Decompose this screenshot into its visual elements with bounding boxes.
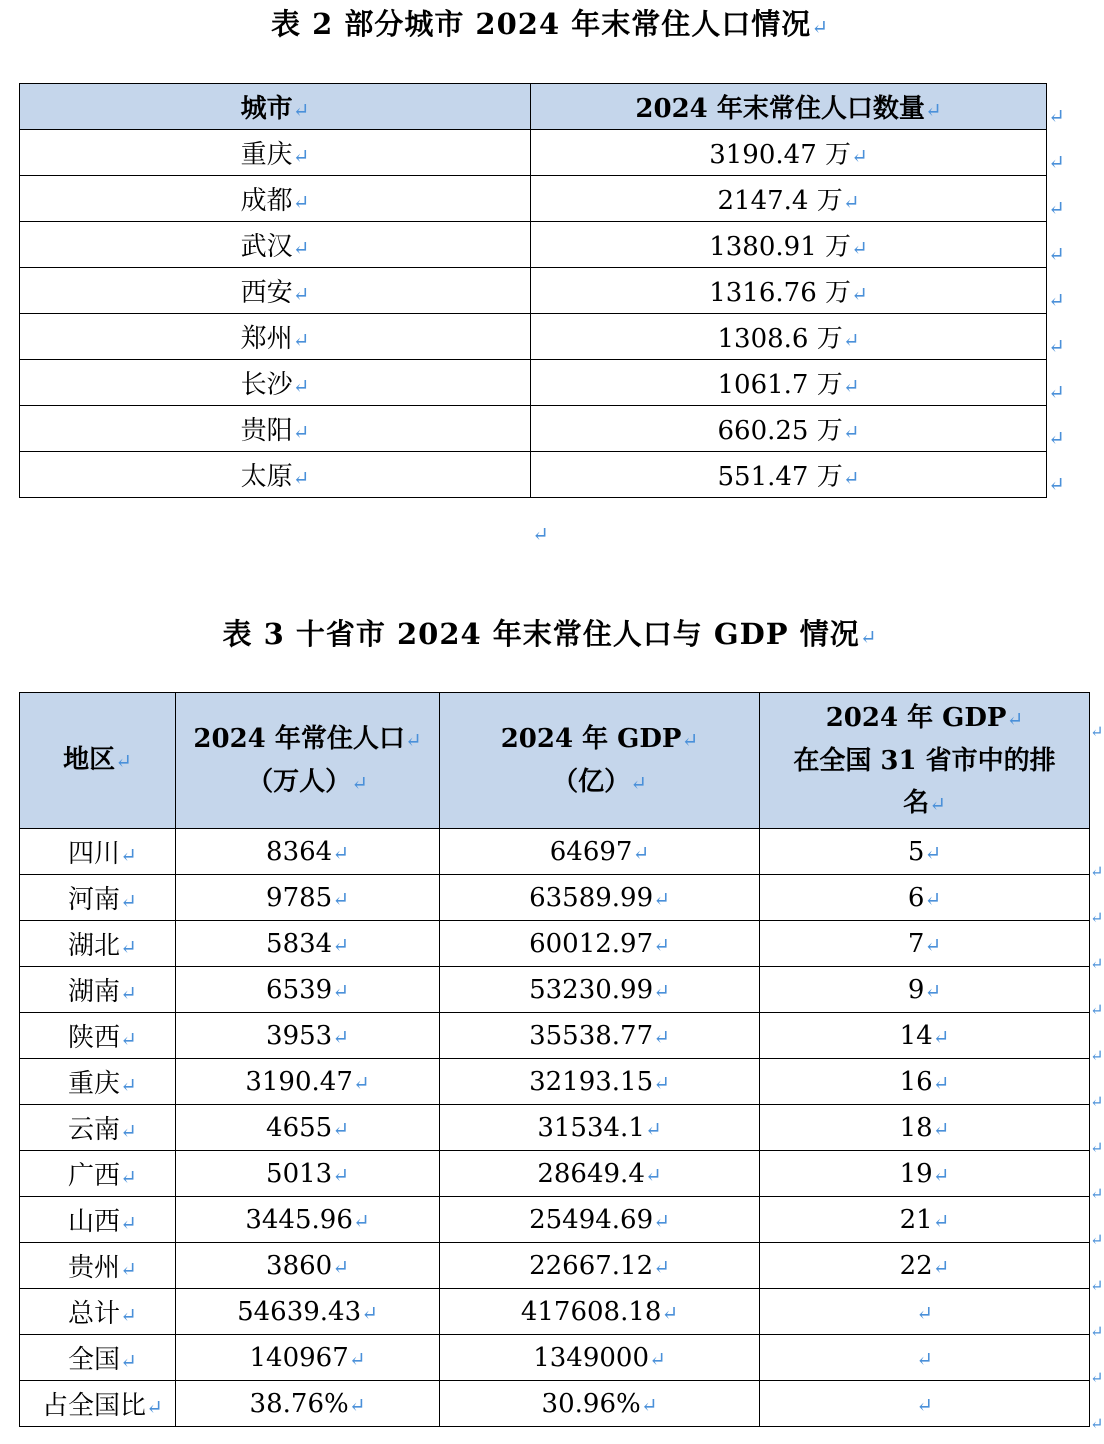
table3-gdp-cell — [440, 1289, 760, 1335]
table2-city-cell — [20, 452, 531, 498]
table2-city-cell — [20, 360, 531, 406]
paragraph-mark-icon: ↵ — [120, 1349, 137, 1373]
table3-gdp-cell-text: 32193.15 — [529, 1066, 654, 1097]
paragraph-mark-icon: ↵ — [292, 374, 310, 398]
paragraph-mark-icon: ↵ — [1090, 722, 1104, 741]
paragraph-mark-icon: ↵ — [352, 1070, 370, 1095]
table3-gdp-cell — [440, 1105, 760, 1151]
paragraph-mark-icon: ↵ — [332, 840, 349, 865]
paragraph-mark-icon: ↵ — [292, 144, 310, 168]
paragraph-mark-icon: ↵ — [120, 1165, 137, 1189]
table2-row — [20, 222, 1047, 268]
table3-region-cell — [20, 1381, 176, 1427]
table2-population-cell — [531, 222, 1047, 268]
table3-region-cell-text: 四川 — [68, 839, 121, 869]
table3-population-cell-text: 3953 — [266, 1020, 333, 1051]
table3-row — [20, 967, 1090, 1013]
table2-city-cell — [20, 222, 531, 268]
table3-rank-cell-text: 21 — [899, 1204, 933, 1235]
table3-gdp-cell-text: 64697 — [549, 836, 633, 867]
paragraph-mark-icon: ↵ — [1090, 1276, 1104, 1295]
table3-population-cell-text: 9785 — [266, 882, 333, 913]
table3-region-cell — [20, 1243, 176, 1289]
paragraph-mark-icon: ↵ — [120, 1073, 137, 1097]
table3-row — [20, 1013, 1090, 1059]
paragraph-mark-icon: ↵ — [120, 1303, 137, 1327]
table2-population-cell-text: 551.47 万 — [717, 462, 843, 492]
paragraph-mark-icon: ↵ — [1090, 1138, 1104, 1157]
paragraph-mark-icon: ↵ — [1048, 104, 1065, 128]
table3-region-cell-text: 云南 — [68, 1115, 121, 1145]
paragraph-mark-icon: ↵ — [851, 144, 868, 168]
paragraph-mark-icon: ↵ — [1006, 706, 1024, 731]
table2-row — [20, 406, 1047, 452]
table3-header-population-line2: （万人） — [247, 766, 352, 797]
table2-header-city-label: 城市 — [240, 94, 293, 124]
paragraph-mark-icon: ↵ — [1090, 1368, 1104, 1387]
paragraph-mark-icon: ↵ — [1048, 196, 1065, 220]
table3-rank-cell-text: 9 — [907, 974, 925, 1005]
table2-city-cell — [20, 406, 531, 452]
table3-population-cell-text: 6539 — [266, 974, 333, 1005]
paragraph-mark-icon: ↵ — [120, 889, 137, 913]
paragraph-mark-icon: ↵ — [404, 727, 422, 752]
table3-gdp-cell-text: 22667.12 — [529, 1250, 654, 1281]
table3-gdp-cell — [440, 1013, 760, 1059]
paragraph-mark-icon: ↵ — [348, 1346, 366, 1371]
paragraph-mark-icon: ↵ — [924, 840, 942, 865]
table3-gdp-cell — [440, 1151, 760, 1197]
table2-population-cell-text: 1316.76 万 — [709, 278, 852, 308]
table3-population-cell — [176, 1059, 440, 1105]
table2-title — [0, 2, 1100, 43]
table3-rank-cell — [760, 1105, 1090, 1151]
table2-header-population-label: 2024 年末常住人口数量 — [635, 94, 925, 124]
table3-rank-cell — [760, 1197, 1090, 1243]
paragraph-mark-icon: ↵ — [351, 770, 368, 795]
paragraph-mark-icon: ↵ — [842, 420, 860, 444]
table3-gdp-cell-text: 60012.97 — [529, 928, 654, 959]
table2-city-cell-text: 长沙 — [240, 370, 293, 400]
table3-gdp-cell — [440, 875, 760, 921]
table3-population-cell — [176, 1381, 440, 1427]
table3-gdp-cell-text: 30.96% — [541, 1388, 641, 1419]
paragraph-mark-icon: ↵ — [924, 886, 942, 911]
table2-city-cell-text: 太原 — [240, 462, 293, 492]
paragraph-mark-icon: ↵ — [332, 978, 349, 1003]
paragraph-mark-icon: ↵ — [842, 466, 860, 490]
paragraph-mark-icon: ↵ — [653, 1208, 670, 1233]
table3-gdp-cell — [440, 1335, 760, 1381]
table3-region-cell — [20, 1197, 176, 1243]
paragraph-mark-icon: ↵ — [932, 1208, 950, 1233]
table3-gdp-cell-text: 417608.18 — [520, 1296, 662, 1327]
paragraph-mark-icon: ↵ — [292, 236, 310, 260]
table2-title-text: 表 2 部分城市 2024 年末常住人口情况 — [270, 7, 812, 41]
paragraph-mark-icon: ↵ — [361, 1300, 378, 1325]
paragraph-mark-icon: ↵ — [932, 1024, 950, 1049]
table3-population-cell — [176, 1335, 440, 1381]
paragraph-mark-icon: ↵ — [120, 843, 137, 867]
paragraph-mark-icon: ↵ — [120, 1027, 137, 1051]
table3-population-cell-text: 54639.43 — [237, 1296, 362, 1327]
table3-header-gdp — [440, 693, 760, 829]
paragraph-mark-icon: ↵ — [653, 932, 670, 957]
table3-region-cell-text: 占全国比 — [42, 1391, 147, 1421]
paragraph-mark-icon: ↵ — [932, 1162, 950, 1187]
table3-region-cell — [20, 1059, 176, 1105]
table3-gdp-cell-text: 1349000 — [533, 1342, 650, 1373]
table3-gdp-cell-text: 25494.69 — [529, 1204, 654, 1235]
paragraph-mark-icon: ↵ — [811, 15, 830, 39]
paragraph-mark-icon: ↵ — [1090, 1046, 1104, 1065]
table2-header-city — [20, 84, 531, 130]
table3-gdp-cell-text: 53230.99 — [529, 974, 654, 1005]
table3-header-rank-line3: 名 — [903, 787, 930, 818]
table3-header-row — [20, 693, 1090, 829]
table3-population-cell-text: 140967 — [249, 1342, 349, 1373]
table2-population-cell — [531, 176, 1047, 222]
table3-population-cell — [176, 829, 440, 875]
table3-population-cell-text: 5834 — [266, 928, 333, 959]
paragraph-mark-icon: ↵ — [292, 190, 310, 214]
table3-rank-cell — [760, 1335, 1090, 1381]
table3-row — [20, 1197, 1090, 1243]
table3-population-cell — [176, 1243, 440, 1289]
table2-header-population — [531, 84, 1047, 130]
paragraph-mark-icon: ↵ — [640, 1392, 658, 1417]
paragraph-mark-glyph: ↵ — [532, 522, 549, 546]
paragraph-mark-icon: ↵ — [332, 1024, 349, 1049]
table2-population-cell-text: 3190.47 万 — [709, 140, 852, 170]
table3-rank-cell — [760, 967, 1090, 1013]
table3-region-cell — [20, 1289, 176, 1335]
paragraph-mark-icon: ↵ — [292, 466, 310, 490]
paragraph-mark-icon: ↵ — [916, 1300, 933, 1325]
table2-city-cell — [20, 176, 531, 222]
paragraph-mark-icon: ↵ — [1090, 1000, 1104, 1019]
paragraph-mark-icon: ↵ — [332, 1162, 349, 1187]
table3-rank-cell — [760, 1151, 1090, 1197]
paragraph-mark-icon: ↵ — [649, 1346, 666, 1371]
table2-city-cell-text: 武汉 — [240, 232, 293, 262]
table2-city-cell-text: 郑州 — [240, 324, 293, 354]
paragraph-mark-icon: ↵ — [653, 1024, 670, 1049]
table3-population-cell — [176, 1289, 440, 1335]
table3-population-cell — [176, 967, 440, 1013]
paragraph-mark-icon: ↵ — [146, 1395, 163, 1419]
table3-population-cell-text: 4655 — [266, 1112, 333, 1143]
paragraph-mark-icon: ↵ — [859, 625, 878, 649]
table3-row — [20, 1381, 1090, 1427]
table3-row — [20, 1151, 1090, 1197]
paragraph-mark-icon: ↵ — [653, 886, 670, 911]
table3-gdp-cell-text: 28649.4 — [537, 1158, 645, 1189]
paragraph-mark-icon: ↵ — [292, 328, 310, 352]
paragraph-mark-icon: ↵ — [1048, 426, 1065, 450]
table2-population-cell-text: 1380.91 万 — [709, 232, 852, 262]
paragraph-mark-icon: ↵ — [1048, 242, 1065, 266]
table3-row — [20, 875, 1090, 921]
paragraph-mark-icon: ↵ — [929, 791, 946, 816]
table3-gdp-cell — [440, 921, 760, 967]
paragraph-mark-icon: ↵ — [1048, 150, 1065, 174]
table3-rank-cell-text: 16 — [899, 1066, 933, 1097]
table3-population-cell — [176, 1197, 440, 1243]
table3-row — [20, 1059, 1090, 1105]
paragraph-mark-icon: ↵ — [653, 1070, 670, 1095]
table3-region-cell-text: 湖北 — [68, 931, 121, 961]
paragraph-mark-icon: ↵ — [842, 374, 860, 398]
table3-population-cell — [176, 1013, 440, 1059]
paragraph-mark-icon: ↵ — [115, 749, 132, 773]
table2-row — [20, 360, 1047, 406]
table2-population-cell-text: 1061.7 万 — [717, 370, 843, 400]
table2-population-cell — [531, 452, 1047, 498]
table3-header-region — [20, 693, 176, 829]
paragraph-mark-icon: ↵ — [842, 328, 860, 352]
table2-city-cell — [20, 268, 531, 314]
table3-region-cell-text: 陕西 — [68, 1023, 121, 1053]
paragraph-mark-icon: ↵ — [120, 981, 137, 1005]
table3-title-text: 表 3 十省市 2024 年末常住人口与 GDP 情况 — [222, 617, 860, 651]
table3-header-rank — [760, 693, 1090, 829]
paragraph-mark-icon: ↵ — [1048, 472, 1065, 496]
table3-gdp-cell-text: 31534.1 — [537, 1112, 645, 1143]
table3-rank-cell-text: 6 — [907, 882, 925, 913]
table3-rank-cell — [760, 1289, 1090, 1335]
paragraph-mark-icon: ↵ — [292, 420, 310, 444]
table3-region-cell-text: 湖南 — [68, 977, 121, 1007]
table3-rank-cell-text: 22 — [899, 1250, 933, 1281]
table3-row — [20, 921, 1090, 967]
paragraph-mark-icon: ↵ — [842, 190, 860, 214]
table3-header-region-label: 地区 — [63, 745, 116, 775]
table3-row — [20, 1335, 1090, 1381]
table3-header-gdp-line1: 2024 年 GDP — [500, 723, 682, 754]
table2-city-cell-text: 成都 — [240, 186, 293, 216]
table3-region-cell-text: 全国 — [68, 1345, 121, 1375]
table3-population-cell — [176, 1105, 440, 1151]
table2-row — [20, 314, 1047, 360]
table3-region-cell — [20, 875, 176, 921]
table3-gdp-cell — [440, 829, 760, 875]
table3-region-cell — [20, 1335, 176, 1381]
paragraph-mark-icon: ↵ — [332, 886, 349, 911]
table3-region-cell — [20, 921, 176, 967]
paragraph-mark-icon: ↵ — [1090, 1230, 1104, 1249]
table3-rank-cell — [760, 829, 1090, 875]
table3-row — [20, 1105, 1090, 1151]
table2-city-cell-text: 重庆 — [240, 140, 293, 170]
table3-gdp-cell — [440, 967, 760, 1013]
paragraph-mark-icon: ↵ — [924, 98, 942, 122]
table3-gdp-cell — [440, 1059, 760, 1105]
paragraph-mark-icon: ↵ — [653, 1254, 670, 1279]
table2-city-cell-text: 贵阳 — [240, 416, 293, 446]
paragraph-mark-icon: ↵ — [1090, 1184, 1104, 1203]
table3-header-rank-line2: 在全国 31 省市中的排 — [793, 745, 1056, 776]
table2-row — [20, 176, 1047, 222]
table3-region-cell — [20, 967, 176, 1013]
paragraph-mark-icon: ↵ — [632, 840, 650, 865]
paragraph-mark-icon: ↵ — [332, 932, 349, 957]
paragraph-mark-icon: ↵ — [1090, 1092, 1104, 1111]
table3-rank-cell — [760, 921, 1090, 967]
table2-city-cell-text: 西安 — [240, 278, 293, 308]
paragraph-mark-icon: ↵ — [120, 935, 137, 959]
table3-gdp-cell — [440, 1197, 760, 1243]
table3-population-cell — [176, 921, 440, 967]
table3-header-population — [176, 693, 440, 829]
table3-rank-cell — [760, 1243, 1090, 1289]
table2-population-cell — [531, 268, 1047, 314]
table2-city-cell — [20, 314, 531, 360]
table3-region-cell-text: 广西 — [68, 1161, 121, 1191]
table2-population-cell — [531, 360, 1047, 406]
paragraph-mark-icon: ↵ — [932, 1254, 950, 1279]
paragraph-mark-icon — [532, 522, 549, 546]
paragraph-mark-icon: ↵ — [644, 1116, 662, 1141]
table2-city-population — [19, 83, 1047, 498]
table3-title — [0, 612, 1100, 653]
table3-region-cell — [20, 1105, 176, 1151]
table3-header-gdp-line2: （亿） — [552, 766, 631, 797]
paragraph-mark-icon: ↵ — [332, 1254, 349, 1279]
paragraph-mark-icon: ↵ — [332, 1116, 349, 1141]
table3-rank-cell-text: 19 — [899, 1158, 933, 1189]
paragraph-mark-icon: ↵ — [681, 727, 699, 752]
table3-population-cell-text: 3445.96 — [245, 1204, 353, 1235]
paragraph-mark-icon: ↵ — [924, 932, 942, 957]
paragraph-mark-icon: ↵ — [916, 1392, 933, 1417]
paragraph-mark-icon: ↵ — [932, 1116, 950, 1141]
table3-header-population-line1: 2024 年常住人口 — [193, 723, 405, 754]
paragraph-mark-icon: ↵ — [1090, 908, 1104, 927]
table3-rank-cell-text: 18 — [899, 1112, 933, 1143]
table3-gdp-cell-text: 35538.77 — [529, 1020, 654, 1051]
table3-region-cell-text: 河南 — [68, 885, 121, 915]
table3-rank-cell-text: 14 — [899, 1020, 933, 1051]
paragraph-mark-icon: ↵ — [120, 1257, 137, 1281]
paragraph-mark-icon: ↵ — [661, 1300, 679, 1325]
paragraph-mark-icon: ↵ — [292, 98, 310, 122]
table3-gdp-cell — [440, 1243, 760, 1289]
table3-gdp-cell-text: 63589.99 — [529, 882, 654, 913]
table3-region-cell-text: 重庆 — [68, 1069, 121, 1099]
paragraph-mark-icon: ↵ — [352, 1208, 370, 1233]
paragraph-mark-icon: ↵ — [644, 1162, 662, 1187]
paragraph-mark-icon: ↵ — [1048, 288, 1065, 312]
table3-rank-cell — [760, 1013, 1090, 1059]
paragraph-mark-icon: ↵ — [120, 1211, 137, 1235]
table2-population-cell-text: 1308.6 万 — [717, 324, 843, 354]
paragraph-mark-icon: ↵ — [1048, 380, 1065, 404]
table3-row — [20, 1243, 1090, 1289]
paragraph-mark-icon: ↵ — [1090, 1322, 1104, 1341]
table2-row — [20, 268, 1047, 314]
table3-row — [20, 1289, 1090, 1335]
paragraph-mark-icon: ↵ — [653, 978, 670, 1003]
table3-population-cell — [176, 1151, 440, 1197]
table2-header-row — [20, 84, 1047, 130]
paragraph-mark-icon: ↵ — [1048, 334, 1065, 358]
paragraph-mark-icon: ↵ — [916, 1346, 933, 1371]
table3-row — [20, 829, 1090, 875]
table2-population-cell-text: 2147.4 万 — [717, 186, 843, 216]
table3-region-cell — [20, 829, 176, 875]
paragraph-mark-icon: ↵ — [630, 770, 647, 795]
table3-population-cell-text: 8364 — [266, 836, 333, 867]
table3-region-cell-text: 山西 — [68, 1207, 121, 1237]
table3-rank-cell — [760, 875, 1090, 921]
table3-header-rank-line1: 2024 年 GDP — [825, 702, 1007, 733]
paragraph-mark-icon: ↵ — [851, 282, 868, 306]
paragraph-mark-icon: ↵ — [348, 1392, 366, 1417]
table2-row — [20, 452, 1047, 498]
table3-population-cell — [176, 875, 440, 921]
paragraph-mark-icon: ↵ — [1090, 1414, 1104, 1433]
paragraph-mark-icon: ↵ — [120, 1119, 137, 1143]
table2-city-cell — [20, 130, 531, 176]
table2-population-cell — [531, 314, 1047, 360]
paragraph-mark-icon: ↵ — [1090, 954, 1104, 973]
table3-rank-cell — [760, 1381, 1090, 1427]
table3-population-cell-text: 3190.47 — [245, 1066, 353, 1097]
table2-population-cell — [531, 130, 1047, 176]
table3-region-cell — [20, 1151, 176, 1197]
table3-population-cell-text: 3860 — [266, 1250, 333, 1281]
table2-population-cell-text: 660.25 万 — [717, 416, 843, 446]
table3-population-cell-text: 5013 — [266, 1158, 333, 1189]
table3-region-cell-text: 贵州 — [68, 1253, 121, 1283]
paragraph-mark-icon: ↵ — [851, 236, 868, 260]
table3-region-cell — [20, 1013, 176, 1059]
table3-rank-cell-text: 5 — [907, 836, 925, 867]
paragraph-mark-icon: ↵ — [292, 282, 310, 306]
table3-rank-cell — [760, 1059, 1090, 1105]
table2-row — [20, 130, 1047, 176]
table3-gdp-cell — [440, 1381, 760, 1427]
table3-region-cell-text: 总计 — [68, 1299, 121, 1329]
paragraph-mark-icon: ↵ — [1090, 862, 1104, 881]
paragraph-mark-icon: ↵ — [932, 1070, 950, 1095]
paragraph-mark-icon: ↵ — [924, 978, 942, 1003]
table3-rank-cell-text: 7 — [907, 928, 925, 959]
table2-population-cell — [531, 406, 1047, 452]
table3-population-cell-text: 38.76% — [249, 1388, 349, 1419]
table3-province-population-gdp — [19, 692, 1090, 1427]
